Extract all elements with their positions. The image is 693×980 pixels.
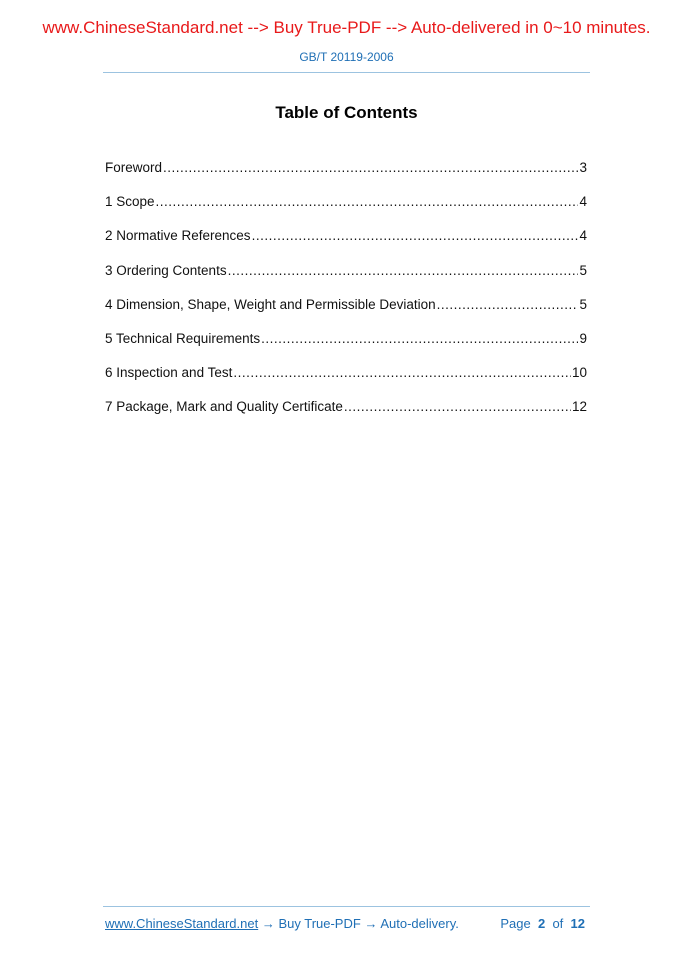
footer-delivery-text: Auto-delivery. bbox=[380, 916, 459, 931]
toc-item-page: 12 bbox=[571, 399, 587, 415]
toc-dot-leader bbox=[156, 194, 579, 209]
footer-promo bbox=[105, 916, 459, 931]
footer-divider bbox=[103, 906, 590, 907]
table-of-contents bbox=[105, 160, 587, 434]
document-code: GB/T 20119-2006 bbox=[299, 50, 394, 64]
toc-item-label: 3 Ordering Contents bbox=[105, 262, 227, 278]
toc-item-label: 4 Dimension, Shape, Weight and Permissible Deviation bbox=[105, 296, 436, 312]
toc-item-package-mark[interactable] bbox=[105, 399, 587, 433]
toc-dot-leader bbox=[228, 263, 579, 278]
toc-item-ordering-contents[interactable] bbox=[105, 263, 587, 297]
header-divider bbox=[103, 72, 590, 73]
toc-item-foreword[interactable] bbox=[105, 160, 587, 194]
toc-item-label: 7 Package, Mark and Quality Certificate bbox=[105, 399, 343, 415]
toc-dot-leader bbox=[261, 331, 578, 346]
toc-item-page: 9 bbox=[579, 330, 587, 346]
toc-dot-leader bbox=[233, 365, 571, 380]
toc-item-label: Foreword bbox=[105, 160, 163, 175]
toc-dot-leader bbox=[252, 228, 579, 243]
arrow-icon: → bbox=[364, 916, 378, 931]
toc-item-page: 4 bbox=[579, 228, 587, 244]
toc-item-page: 10 bbox=[571, 365, 587, 381]
toc-item-scope[interactable] bbox=[105, 194, 587, 228]
toc-dot-leader bbox=[163, 160, 578, 175]
toc-item-page: 4 bbox=[579, 194, 587, 210]
footer-buy-text: Buy True-PDF bbox=[278, 916, 361, 931]
toc-item-normative-references[interactable] bbox=[105, 228, 587, 262]
toc-item-dimension[interactable] bbox=[105, 297, 587, 331]
toc-item-label: 1 Scope bbox=[105, 194, 155, 210]
current-page: 2 bbox=[537, 916, 546, 931]
page-word: Page bbox=[500, 916, 531, 931]
toc-item-label: 2 Normative References bbox=[105, 228, 251, 244]
toc-item-page: 5 bbox=[579, 296, 587, 312]
toc-title: Table of Contents bbox=[275, 103, 418, 122]
toc-item-label: 5 Technical Requirements bbox=[105, 330, 261, 346]
total-pages: 12 bbox=[570, 916, 585, 931]
page-number bbox=[500, 916, 585, 931]
arrow-icon: → bbox=[261, 916, 275, 931]
of-word: of bbox=[552, 916, 564, 931]
toc-item-technical-requirements[interactable] bbox=[105, 331, 587, 365]
toc-dot-leader bbox=[437, 297, 579, 312]
toc-item-label: 6 Inspection and Test bbox=[105, 365, 233, 381]
footer-site-link[interactable]: www.ChineseStandard.net bbox=[105, 916, 259, 931]
promo-banner[interactable]: www.ChineseStandard.net --> Buy True-PDF --> Auto-delivered in 0~10 minutes. bbox=[42, 18, 651, 37]
toc-dot-leader bbox=[344, 399, 571, 414]
toc-item-page: 5 bbox=[579, 262, 587, 278]
toc-item-inspection-and-test[interactable] bbox=[105, 365, 587, 399]
toc-item-page: 3 bbox=[579, 160, 587, 175]
